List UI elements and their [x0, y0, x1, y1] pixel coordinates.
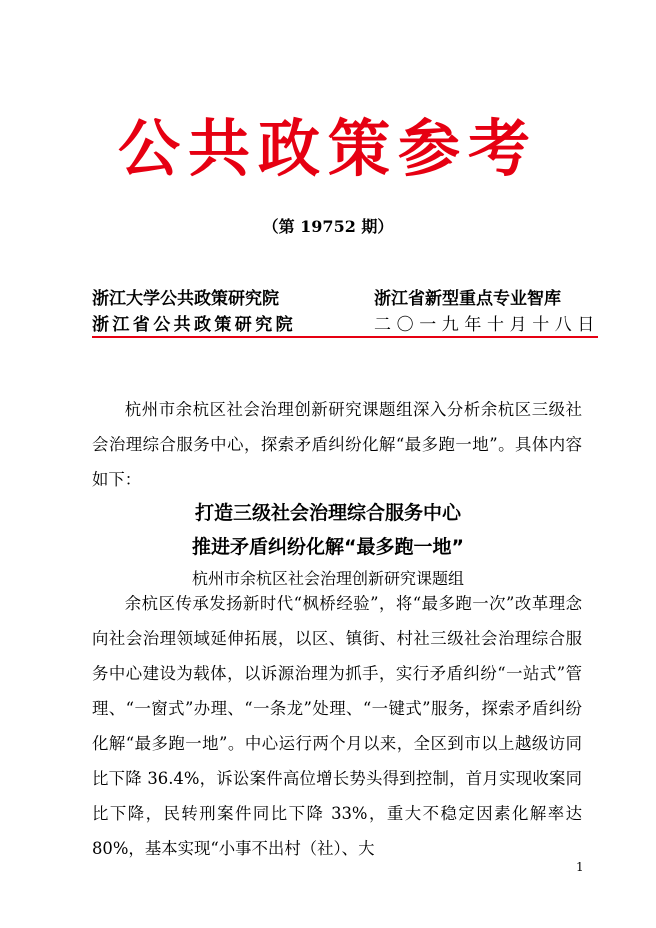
header-divider — [92, 336, 598, 338]
issue-number: （第 19752 期） — [262, 217, 394, 236]
article-title-line-2: 推进矛盾纠纷化解“最多跑一地” — [192, 536, 464, 558]
article-title-line-1: 打造三级社会治理综合服务中心 — [194, 502, 461, 524]
institution-left-1: 浙江大学公共政策研究院 — [92, 289, 279, 309]
institution-right-1: 浙江省新型重点专业智库 — [374, 289, 561, 309]
body-paragraph-1: 余杭区传承发扬新时代“枫桥经验”，将“最多跑一次”改革理念向社会治理领域延伸拓展，以区、镇街、村社三级社会治理综合服务中心建设为载体，以诉源治理为抓手，实行矛盾纠纷“一站式”管理、“一窗式”办理、“一条龙”处理、“一键式”服务，探索矛盾纠纷化解“最多跑一地”。中心运行两个月以来，全区到市以上越级访同比下降 36.4%，诉讼案件高位增长势头得到控制，首月实现收案同比下降，民转刑案件同比下降 33%，重大不稳定因素化解率达 80%，基本实现“小事不出村（社）、大 — [92, 594, 582, 858]
issue-date: 二〇一九年十月十八日 — [374, 315, 600, 335]
intro-paragraph: 杭州市余杭区社会治理创新研究课题组深入分析余杭区三级社会治理综合服务中心，探索矛盾纠纷化解“最多跑一地”。具体内容如下： — [92, 400, 582, 489]
masthead-title: 公共政策参考 — [117, 112, 538, 185]
institution-left-2: 浙江省公共政策研究院 — [92, 315, 296, 335]
page-number: 1 — [576, 860, 584, 874]
article-author: 杭州市余杭区社会治理创新研究课题组 — [191, 569, 464, 588]
